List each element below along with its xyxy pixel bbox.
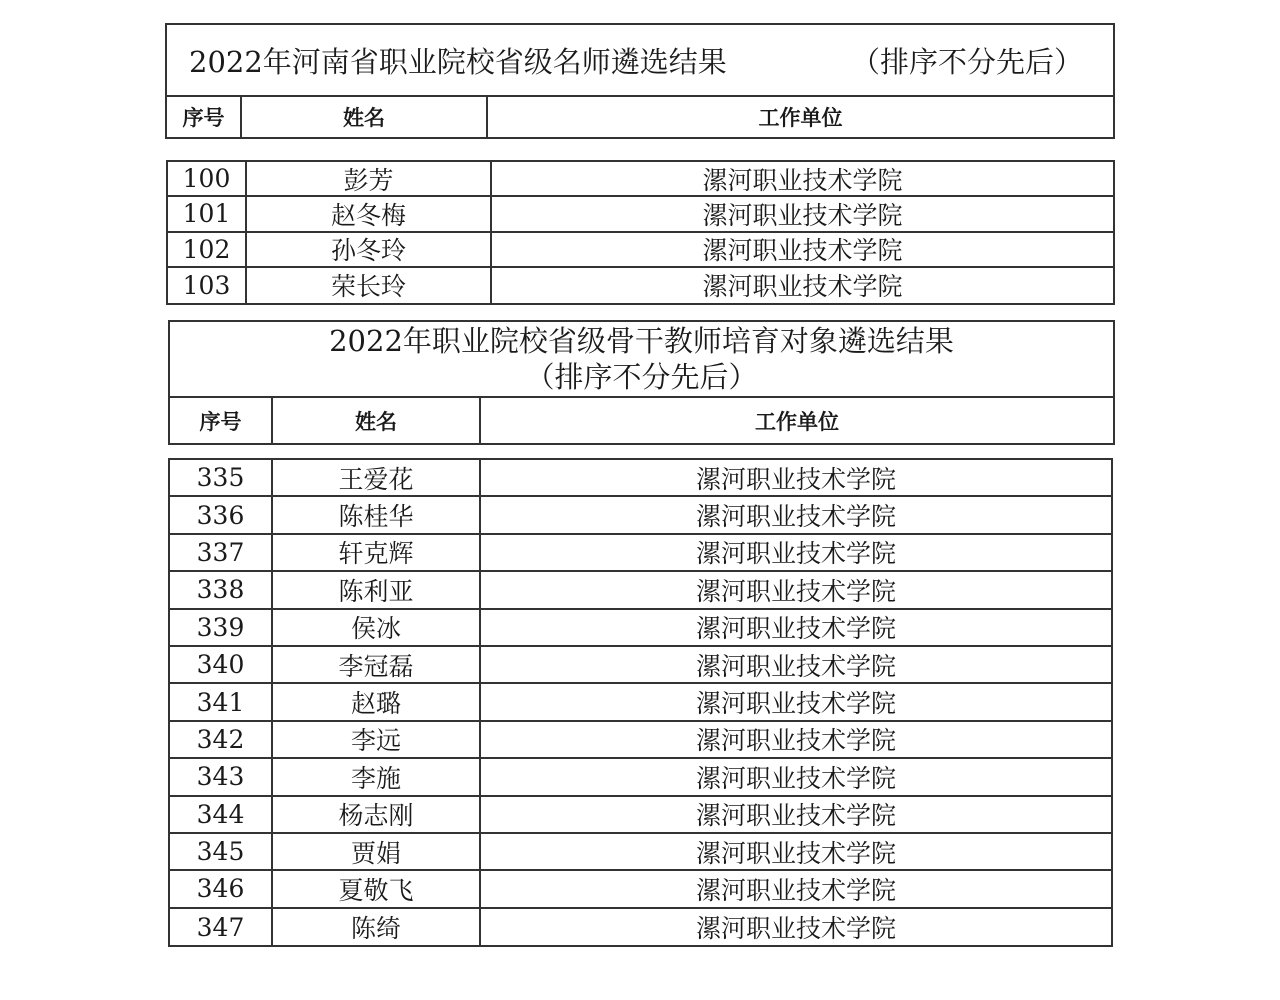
row-workplace: 漯河职业技术学院 (695, 876, 896, 905)
row-name: 李施 (273, 759, 481, 794)
row-name: 贾娟 (273, 834, 481, 869)
table-row (168, 268, 1113, 303)
row-workplace: 漯河职业技术学院 (695, 689, 896, 719)
row-name: 侯冰 (273, 610, 481, 645)
table2-note: （排序不分先后） (525, 360, 758, 394)
table-row (170, 722, 1111, 759)
row-name: 彭芳 (247, 162, 492, 195)
row-workplace: 漯河职业技术学院 (695, 651, 896, 681)
table2-title-row (170, 322, 1113, 398)
table-row (170, 871, 1111, 908)
row-name: 轩克辉 (273, 535, 481, 570)
row-name: 赵璐 (273, 684, 481, 719)
row-number: 103 (168, 268, 247, 303)
row-name: 夏敬飞 (273, 871, 481, 906)
row-number: 347 (170, 909, 273, 946)
row-workplace: 漯河职业技术学院 (702, 200, 903, 230)
column-header-name: 姓名 (242, 97, 488, 137)
row-name: 赵冬梅 (247, 197, 492, 230)
row-name: 杨志刚 (273, 797, 481, 832)
table-row (170, 535, 1111, 572)
table-row (168, 233, 1113, 268)
table-row (170, 497, 1111, 534)
table-row (170, 834, 1111, 871)
row-name: 孙冬玲 (247, 233, 492, 266)
row-number: 343 (170, 759, 273, 794)
table1-title: 2022年河南省职业院校省级名师遴选结果 (189, 44, 727, 79)
table2-column-headers (170, 398, 1113, 443)
table-row (170, 909, 1111, 946)
row-workplace: 漯河职业技术学院 (695, 763, 896, 793)
table2-title: 2022年职业院校省级骨干教师培育对象遴选结果 (329, 324, 954, 358)
row-name: 陈绮 (273, 909, 481, 946)
row-workplace: 漯河职业技术学院 (695, 801, 896, 831)
row-workplace: 漯河职业技术学院 (695, 614, 896, 644)
row-workplace: 漯河职业技术学院 (695, 464, 896, 494)
column-header-name: 姓名 (273, 398, 481, 443)
backbone-teacher-table-body (168, 458, 1113, 947)
row-workplace: 漯河职业技术学院 (695, 502, 896, 532)
column-header-workplace: 工作单位 (755, 409, 839, 434)
row-number: 337 (170, 535, 273, 570)
row-name: 陈利亚 (273, 572, 481, 607)
table-row (168, 197, 1113, 232)
famous-teacher-table-header (165, 23, 1115, 139)
table-row (168, 162, 1113, 197)
row-number: 338 (170, 572, 273, 607)
row-name: 荣长玲 (247, 268, 492, 303)
row-number: 345 (170, 834, 273, 869)
table-row (170, 797, 1111, 834)
column-header-workplace: 工作单位 (758, 106, 843, 130)
row-number: 100 (168, 162, 247, 195)
row-workplace: 漯河职业技术学院 (702, 236, 903, 266)
row-workplace: 漯河职业技术学院 (702, 165, 903, 195)
famous-teacher-table-body (166, 160, 1115, 305)
row-name: 李冠磊 (273, 647, 481, 682)
row-workplace: 漯河职业技术学院 (695, 539, 896, 569)
table-row (170, 684, 1111, 721)
row-number: 101 (168, 197, 247, 230)
column-header-number: 序号 (167, 97, 242, 137)
table-row (170, 610, 1111, 647)
row-number: 344 (170, 797, 273, 832)
row-number: 341 (170, 684, 273, 719)
table-row (170, 460, 1111, 497)
backbone-teacher-table-header (168, 320, 1115, 445)
table-row (170, 759, 1111, 796)
row-number: 339 (170, 610, 273, 645)
row-workplace: 漯河职业技术学院 (695, 838, 896, 868)
row-name: 王爱花 (273, 460, 481, 495)
row-name: 陈桂华 (273, 497, 481, 532)
row-number: 346 (170, 871, 273, 906)
table-row (170, 647, 1111, 684)
row-number: 342 (170, 722, 273, 757)
row-number: 102 (168, 233, 247, 266)
column-header-number: 序号 (170, 398, 273, 443)
row-number: 336 (170, 497, 273, 532)
table-row (170, 572, 1111, 609)
row-name: 李远 (273, 722, 481, 757)
row-workplace: 漯河职业技术学院 (695, 576, 896, 606)
row-workplace: 漯河职业技术学院 (695, 914, 896, 944)
table1-note: （排序不分先后） (850, 44, 1083, 79)
row-number: 335 (170, 460, 273, 495)
row-workplace: 漯河职业技术学院 (695, 726, 896, 756)
row-number: 340 (170, 647, 273, 682)
row-workplace: 漯河职业技术学院 (702, 272, 903, 302)
table1-title-row (167, 25, 1113, 97)
table1-column-headers (167, 97, 1113, 137)
